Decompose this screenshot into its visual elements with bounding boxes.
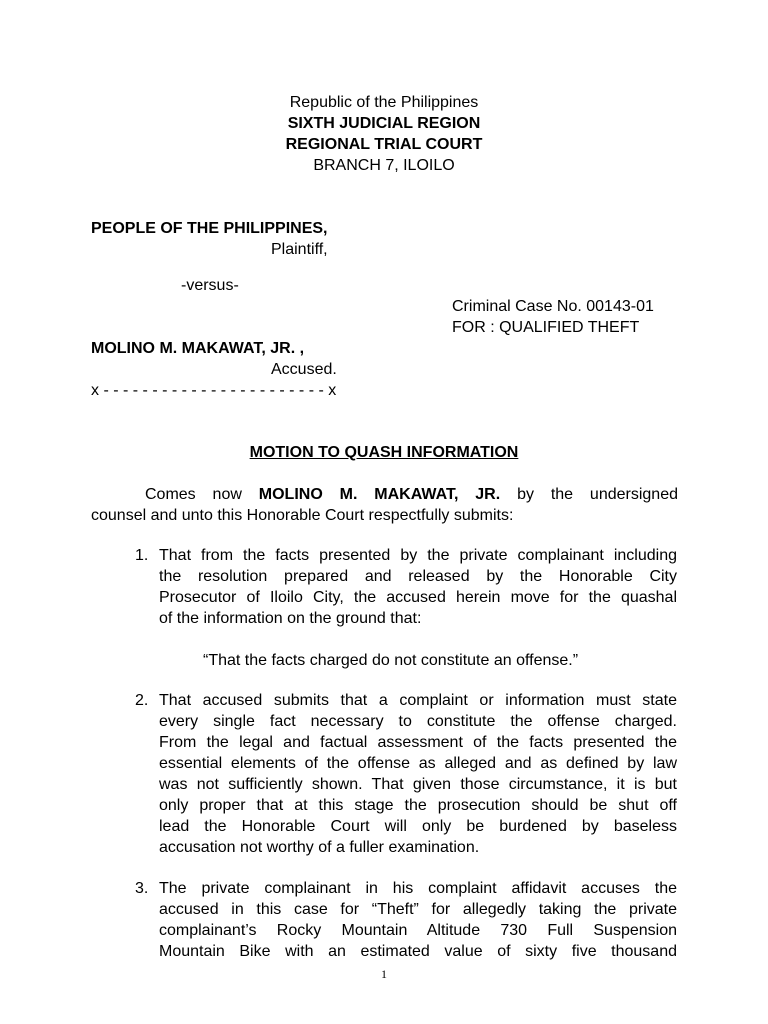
item-2-line: That accused submits that a complaint or information must state [159,692,677,709]
motion-title-text: MOTION TO QUASH INFORMATION [249,444,519,461]
caption-divider: x - - - - - - - - - - - - - - - - - - - - - - - x [91,382,337,399]
item-number: 1. [135,547,149,564]
item-1-line: That from the facts presented by the private complainant including [159,547,677,564]
item-3-line: accused in this case for “Theft” for allegedly taking the private [159,901,677,918]
item-2-line: accusation not worthy of a fuller examination. [159,839,480,856]
intro-rest: by the undersigned [517,486,679,503]
item-number: 3. [135,880,149,897]
item-2-line: was not sufficiently shown. That given those circumstance, it is but [159,776,677,793]
item-3-line: The private complainant in his complaint affidavit accuses the [159,880,677,897]
item-1-line: the resolution prepared and released by the Honorable City [159,568,677,585]
item-2-line: lead the Honorable Court will only be burdened by baseless [159,818,677,835]
case-number: Criminal Case No. 00143-01 [452,298,654,315]
accused-role: Accused. [271,361,337,378]
header-court: REGIONAL TRIAL COURT [285,136,483,153]
accused-name: MOLINO M. MAKAWAT, JR. , [91,340,305,357]
item-3-line: complainant’s Rocky Mountain Altitude 730 Full Suspension [159,922,677,939]
motion-title [0,443,768,464]
item-1-line: of the information on the ground that: [159,610,422,627]
intro-accused-name: MOLINO M. MAKAWAT, JR. [258,486,501,503]
item-number: 2. [135,692,149,709]
intro-line-2: counsel and unto this Honorable Court respectfully submits: [91,507,514,524]
header-branch: BRANCH 7, ILOILO [313,157,455,174]
item-2-line: From the legal and factual assessment of the facts presented the [159,734,677,751]
page-number: 1 [381,967,387,981]
intro-line-1 [145,485,678,506]
item-3-line: Mountain Bike with an estimated value of sixty five thousand [159,943,677,960]
versus-label: -versus- [181,277,239,294]
plaintiff-name: PEOPLE OF THE PHILIPPINES, [91,220,328,237]
intro-lead: Comes now [145,486,242,503]
item-2-line: every single fact necessary to constitute the offense charged. [159,713,677,730]
quoted-ground: “That the facts charged do not constitute an offense.” [203,652,579,669]
item-2-line: only proper that at this stage the prosecution should be shut off [159,797,677,814]
header-republic: Republic of the Philippines [289,94,479,111]
case-offense: FOR : QUALIFIED THEFT [452,319,640,336]
item-1-line: Prosecutor of Iloilo City, the accused herein move for the quashal [159,589,677,606]
plaintiff-role: Plaintiff, [271,241,328,258]
item-2-line: essential elements of the offense as alleged and as defined by law [159,755,677,772]
header-region: SIXTH JUDICIAL REGION [287,115,481,132]
